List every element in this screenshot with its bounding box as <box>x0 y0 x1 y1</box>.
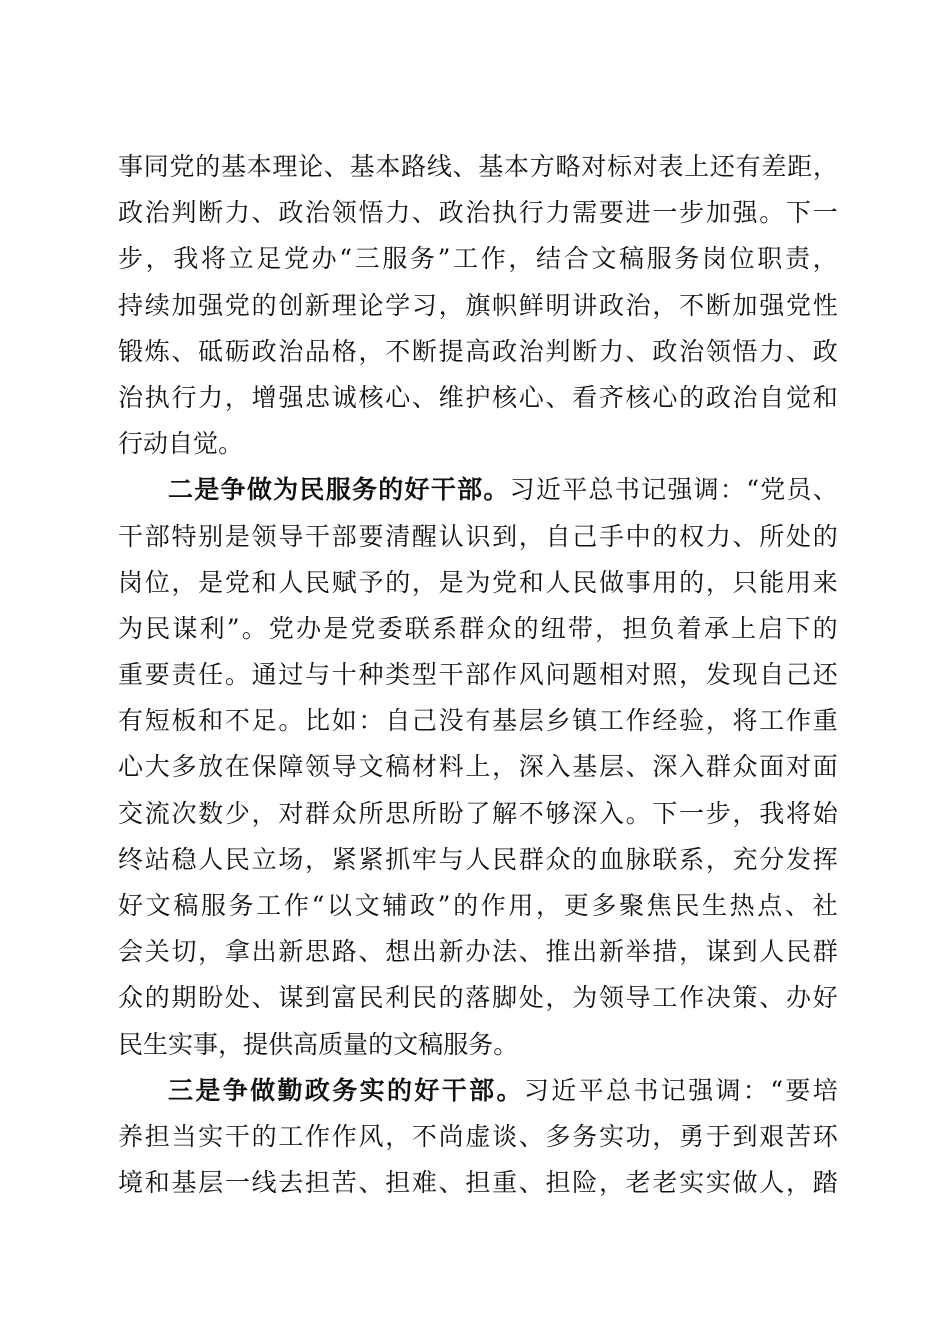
text-line: 终 站 稳 人 民 立 场 ， 紧 紧 抓 牢 与 人 民 群 众 的 血 脉 联 系 ， 充 分 发 挥 <box>118 844 838 874</box>
text-line: 好 文 稿 服 务 工 作 “ 以 文 辅 政 ” 的 作 用 ， 更 多 聚 焦 民 生 热 点 、 社 <box>118 891 838 920</box>
text-line: 三 是 争 做 勤 政 务 实 的 好 干 部 。 习 近 平 总 书 记 强 调 ： “ 要 培 <box>168 1075 838 1105</box>
text-line: 境 和 基 层 一 线 去 担 苦 、 担 难 、 担 重 、 担 险 ， 老 老 实 实 做 人 ， 踏 <box>118 1168 838 1198</box>
text-line: 为 民 谋 利 ” 。 党 办 是 党 委 联 系 群 众 的 纽 带 ， 担 负 着 承 上 启 下 的 <box>118 613 838 643</box>
text-line: 锻 炼 、 砥 砺 政 治 品 格 ， 不 断 提 高 政 治 判 断 力 、 政 治 领 悟 力 、 政 <box>118 336 838 366</box>
text-line: 行 动 自 觉 。 <box>118 429 244 459</box>
text-line: 事 同 党 的 基 本 理 论 、 基 本 路 线 、 基 本 方 略 对 标 对 表 上 还 有 差 距 ， <box>118 152 838 181</box>
text-line: 干 部 特 别 是 领 导 干 部 要 清 醒 认 识 到 ， 自 己 手 中 的 权 力 、 所 处 的 <box>118 521 838 551</box>
text-line: 治 执 行 力 ， 增 强 忠 诚 核 心 、 维 护 核 心 、 看 齐 核 心 的 政 治 自 觉 和 <box>118 382 838 412</box>
document-body <box>118 144 838 1206</box>
text-line: 岗 位 ， 是 党 和 人 民 赋 予 的 ， 是 为 党 和 人 民 做 事 用 的 ， 只 能 用 来 <box>118 567 838 597</box>
text-line: 养 担 当 实 干 的 工 作 作 风 ， 不 尚 虚 谈 、 多 务 实 功 ， 勇 于 到 艰 苦 环 <box>118 1121 838 1151</box>
text-line: 有 短 板 和 不 足 。 比 如 ： 自 己 没 有 基 层 乡 镇 工 作 经 验 ， 将 工 作 重 <box>118 706 838 736</box>
text-line: 二 是 争 做 为 民 服 务 的 好 干 部 。 习 近 平 总 书 记 强 调 ： “ 党 员 、 <box>168 475 838 505</box>
text-line: 政 治 判 断 力 、 政 治 领 悟 力 、 政 治 执 行 力 需 要 进 一 步 加 强 。 下 一 <box>118 198 838 228</box>
text-line: 持 续 加 强 党 的 创 新 理 论 学 习 ， 旗 帜 鲜 明 讲 政 治 ， 不 断 加 强 党 性 <box>118 290 838 320</box>
text-line: 民 生 实 事 ， 提 供 高 质 量 的 文 稿 服 务 。 <box>118 1029 519 1059</box>
text-line: 重 要 责 任 。 通 过 与 十 种 类 型 干 部 作 风 问 题 相 对 照 ， 发 现 自 己 还 <box>118 660 838 690</box>
text-line: 心 大 多 放 在 保 障 领 导 文 稿 材 料 上 ， 深 入 基 层 、 深 入 群 众 面 对 面 <box>118 752 838 782</box>
text-line: 步 ， 我 将 立 足 党 办 “ 三 服 务 ” 工 作 ， 结 合 文 稿 服 务 岗 位 职 责 ， <box>118 244 838 274</box>
text-line: 会 关 切 ， 拿 出 新 思 路 、 想 出 新 办 法 、 推 出 新 举 措 ， 谋 到 人 民 群 <box>118 937 838 967</box>
text-line: 众 的 期 盼 处 、 谋 到 富 民 利 民 的 落 脚 处 ， 为 领 导 工 作 决 策 、 办 好 <box>118 983 838 1013</box>
text-line: 交 流 次 数 少 ， 对 群 众 所 思 所 盼 了 解 不 够 深 入 。 下 一 步 ， 我 将 始 <box>118 798 838 828</box>
